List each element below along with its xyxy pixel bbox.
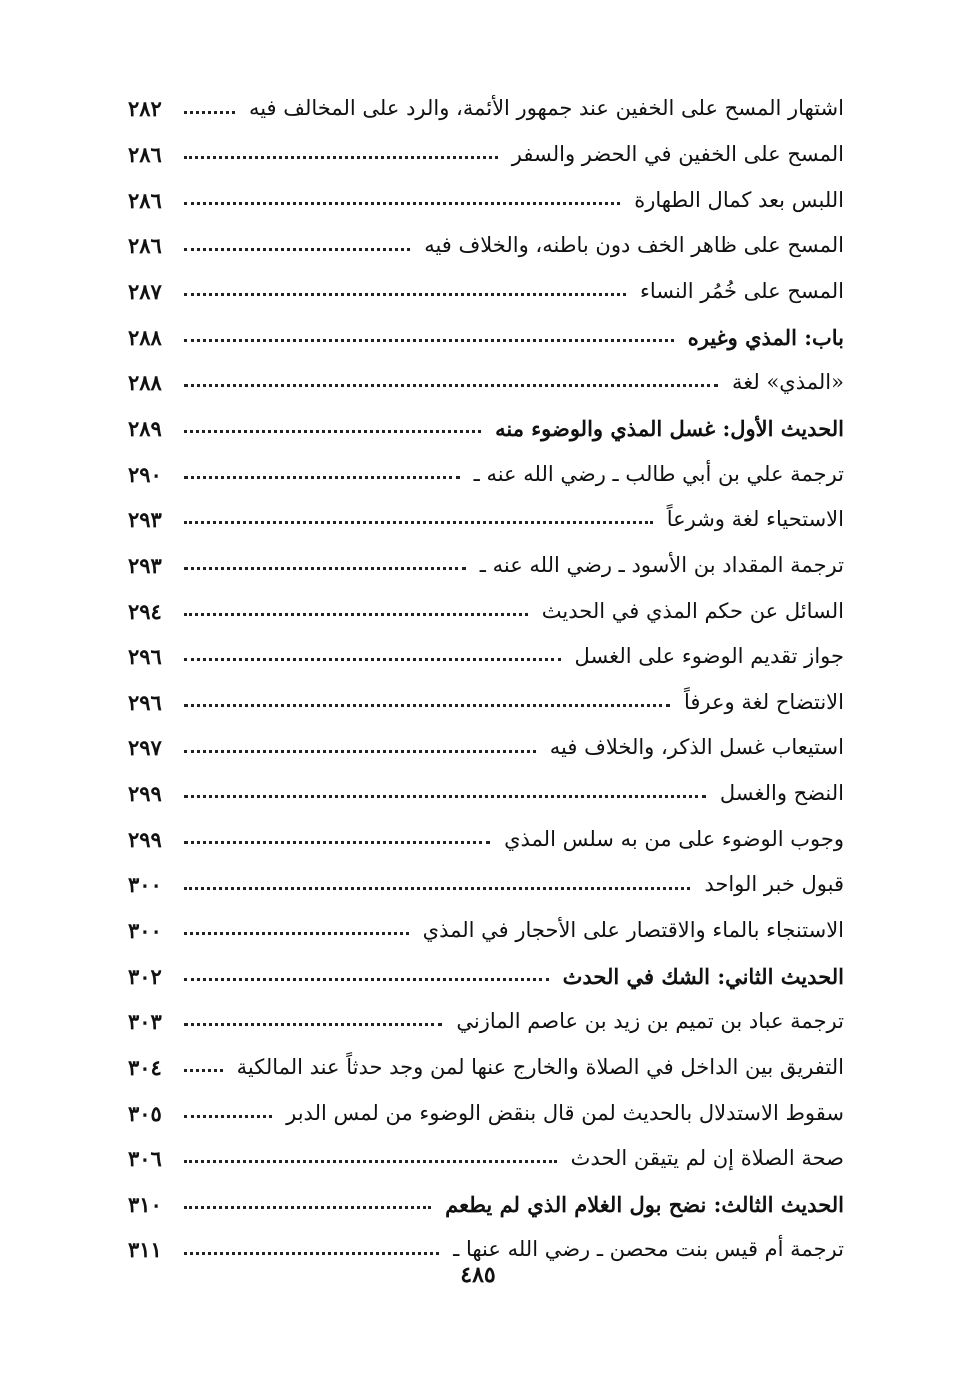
toc-entry-title: السائل عن حكم المذي في الحديث	[541, 598, 844, 623]
dot-leader	[184, 704, 670, 707]
dot-leader	[184, 156, 498, 159]
toc-entry-page: ٢٩٣	[128, 507, 162, 533]
toc-entry-title: التفريق بين الداخل في الصلاة والخارج عنها لمن وجد حدثاً عند المالكية	[236, 1054, 844, 1079]
toc-entry-title: سقوط الاستدلال بالحديث لمن قال بنقض الوضوء من لمس الدبر	[286, 1100, 844, 1125]
toc-entry-page: ٣٠٢	[128, 963, 162, 989]
toc-entry-page: ٢٨٨	[128, 370, 162, 396]
toc-entry-title: ترجمة أم قيس بنت محصن ـ رضي الله عنها ـ	[453, 1237, 844, 1262]
toc-entry-title: «المذي» لغة	[732, 370, 844, 395]
toc-entry-title: الحديث الأول: غسل المذي والوضوء منه	[495, 415, 844, 441]
toc-entry-title: صحة الصلاة إن لم يتيقن الحدث	[570, 1146, 844, 1171]
dot-leader	[184, 202, 620, 205]
toc-entry-row	[128, 584, 844, 630]
toc-entry-row	[128, 1132, 844, 1178]
toc-entry-page: ٢٨٦	[128, 233, 162, 259]
toc-entry-row	[128, 447, 844, 493]
toc-entry-page: ٣٠٤	[128, 1054, 162, 1080]
dot-leader	[184, 1023, 442, 1026]
toc-entry-page: ٢٩٩	[128, 781, 162, 807]
dot-leader	[184, 613, 528, 616]
dot-leader	[184, 430, 481, 433]
toc-entry-title: باب: المذي وغيره	[687, 324, 844, 350]
toc-entry-title: جواز تقديم الوضوء على الغسل	[574, 644, 844, 669]
toc-entry-page: ٢٩٤	[128, 598, 162, 624]
toc-entry-row	[128, 538, 844, 584]
toc-entry-page: ٢٩٠	[128, 461, 162, 487]
toc-entry-page: ٢٨٨	[128, 324, 162, 350]
toc-entry-row	[128, 1040, 844, 1086]
toc-entry-row	[128, 1086, 844, 1132]
toc-entry-row	[128, 493, 844, 539]
toc-entry-row	[128, 858, 844, 904]
dot-leader	[184, 567, 466, 570]
toc-entry-title: قبول خبر الواحد	[704, 872, 844, 897]
toc-entry-title: الاستنجاء بالماء والاقتصار على الأحجار في المذي	[422, 917, 844, 942]
toc-entry-page: ٢٨٧	[128, 279, 162, 305]
dot-leader	[184, 1115, 272, 1118]
toc-entry-row	[128, 995, 844, 1041]
toc-entry-page: ٣١٠	[128, 1191, 162, 1217]
dot-leader	[184, 293, 626, 296]
toc-entry-page: ٣٠٣	[128, 1009, 162, 1035]
toc-entry-page: ٣٠٠	[128, 917, 162, 943]
dot-leader	[184, 1069, 223, 1072]
toc-entry-row	[128, 265, 844, 311]
toc-heading-row	[128, 401, 844, 447]
toc-entry-page: ٢٨٢	[128, 96, 162, 122]
toc-entry-title: المسح على خُمُر النساء	[640, 279, 844, 304]
toc-entry-row	[128, 356, 844, 402]
toc-heading-row	[128, 949, 844, 995]
toc-entry-row	[128, 82, 844, 128]
toc-entry-row	[128, 767, 844, 813]
toc-entry-row	[128, 812, 844, 858]
dot-leader	[184, 339, 674, 342]
toc-entry-page: ٣٠٠	[128, 872, 162, 898]
toc-entry-page: ٣٠٦	[128, 1146, 162, 1172]
toc-entry-page: ٢٨٩	[128, 415, 162, 441]
dot-leader	[184, 841, 490, 844]
dot-leader	[184, 521, 653, 524]
toc-entry-page: ٢٩٣	[128, 552, 162, 578]
toc-heading-row	[128, 310, 844, 356]
dot-leader	[184, 111, 235, 114]
dot-leader	[184, 384, 718, 387]
toc-entry-title: استيعاب غسل الذكر، والخلاف فيه	[549, 735, 844, 760]
toc-entry-title: ترجمة المقداد بن الأسود ـ رضي الله عنه ـ	[479, 552, 844, 577]
toc-entry-row	[128, 219, 844, 265]
toc-heading-row	[128, 1177, 844, 1223]
toc-entry-title: اشتهار المسح على الخفين عند جمهور الأئمة، والرد على المخالف فيه	[248, 96, 844, 121]
toc-entry-title: النضح والغسل	[719, 781, 844, 806]
toc-entry-page: ٢٩٦	[128, 689, 162, 715]
toc-entry-row	[128, 630, 844, 676]
dot-leader	[184, 476, 460, 479]
dot-leader	[184, 1206, 431, 1209]
toc-entry-title: الحديث الثالث: نضح بول الغلام الذي لم يطعم	[445, 1191, 844, 1217]
toc-entry-title: الحديث الثاني: الشك في الحدث	[562, 963, 844, 989]
toc-entry-page: ٢٩٩	[128, 826, 162, 852]
toc-entry-page: ٢٨٦	[128, 187, 162, 213]
table-of-contents	[128, 82, 844, 1269]
toc-entry-title: الانتضاح لغة وعرفاً	[684, 689, 844, 714]
toc-entry-page: ٢٩٧	[128, 735, 162, 761]
toc-entry-page: ٢٨٦	[128, 142, 162, 168]
toc-entry-title: المسح على ظاهر الخف دون باطنه، والخلاف فيه	[424, 233, 844, 258]
dot-leader	[184, 658, 561, 661]
dot-leader	[184, 750, 536, 753]
dot-leader	[184, 248, 410, 251]
page-number: ٤٨٥	[460, 1262, 496, 1288]
dot-leader	[184, 1252, 439, 1255]
toc-entry-title: الاستحياء لغة وشرعاً	[666, 507, 844, 532]
dot-leader	[184, 1160, 557, 1163]
toc-entry-page: ٣١١	[128, 1237, 162, 1263]
toc-entry-row	[128, 904, 844, 950]
toc-entry-title: ترجمة عباد بن تميم بن زيد بن عاصم المازني	[456, 1009, 844, 1034]
toc-entry-title: المسح على الخفين في الحضر والسفر	[511, 142, 844, 167]
toc-entry-row	[128, 721, 844, 767]
toc-entry-row	[128, 173, 844, 219]
toc-entry-title: اللبس بعد كمال الطهارة	[634, 187, 844, 212]
toc-entry-row	[128, 128, 844, 174]
toc-entry-title: وجوب الوضوء على من به سلس المذي	[504, 826, 844, 851]
dot-leader	[184, 795, 706, 798]
dot-leader	[184, 978, 549, 981]
toc-entry-page: ٢٩٦	[128, 644, 162, 670]
toc-entry-page: ٣٠٥	[128, 1100, 162, 1126]
dot-leader	[184, 887, 690, 890]
toc-entry-title: ترجمة علي بن أبي طالب ـ رضي الله عنه ـ	[473, 461, 844, 486]
dot-leader	[184, 932, 409, 935]
toc-entry-row	[128, 675, 844, 721]
